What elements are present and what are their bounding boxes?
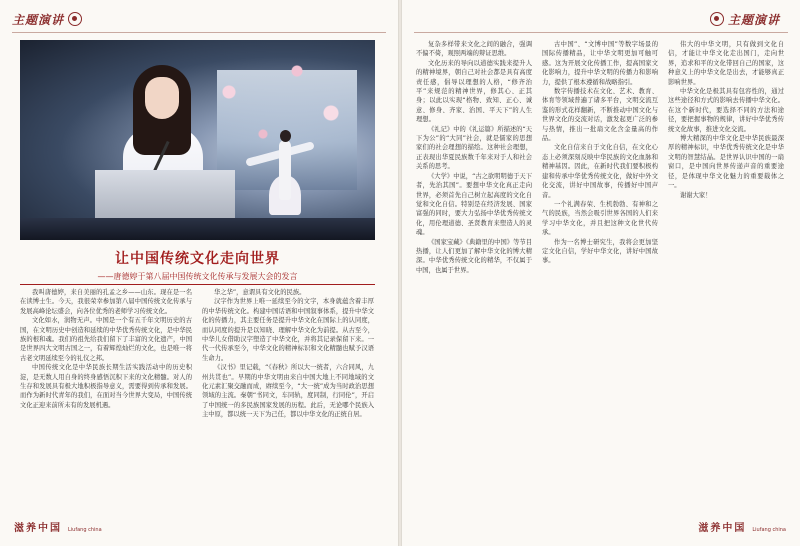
paragraph: 文化如水，润物无声。中国是一个有五千年文明历史的古国，在文明历史中创造和延续的中华优秀传统文化，是中华民族的根和魂。我们的祖先给我们留下了丰富的文化遗产，中国是世界四大文明古国之一，有着辉煌灿烂的文化，也是唯一将古老文明延续至今的礼仪之邦。 (20, 317, 192, 362)
article-headline (20, 248, 375, 282)
header-divider (12, 32, 386, 33)
section-title: 主题演讲 (727, 12, 780, 27)
paragraph: 古中国”、“文博中国”等数字场景的国际传播精品，让中华文明更加可触可感。这为开展文化传播工作，提高国家文化影响力，提升中华文明的传播力和影响力，提供了根本遵循和战略指引。 (542, 41, 658, 86)
paragraph: 汉字作为世界上唯一延续至今的文字，本身就蕴含着丰厚的中华传统文化。构建中国话语和中国叙事体系，提升中华文化的传播力，其主要任务是提升中华文化在国际上的认同度，而认同度的提升是以知晓、理解中华文化为前提。从古至今，中华儿女借助汉字塑造了中华文化，并将其记录保留下来。一代一代传承至今，中华文化的精神标识和文化精髓也赋予汉语生命力。 (202, 298, 374, 362)
paragraph: 谢谢大家！ (680, 191, 712, 199)
paragraph: 数字传播技术在文化、艺术、教育、体育等领域普遍了诸多平台，文明交流互鉴的形式花样翻新，不断推动中国文化与世界文化的交流对话，激发起更广泛的参与热情，推出一批扇文化含金量高的作品。 (542, 88, 658, 143)
magazine-name-en: Liufang china (68, 527, 102, 533)
headline-divider (20, 284, 375, 285)
right-body-text (416, 40, 786, 516)
paragraph: 文化自信来自于文化自信，在文化心态上必须深刻反映中华民族的文化血脉和精神基因。因此，在新时代我们要积极构建和传承中华优秀传统文化，做好中外文化交流，讲好中国故事，传播好中国声音。 (542, 144, 658, 199)
paragraph: 《礼记》中的《礼运篇》所描述的“天下为公”的“大同”社会，就是儒家的思想家们的社会理想的描绘。这种社会理想，正表现出华夏民族数千年来对于人和社会关系的思考。 (416, 125, 532, 171)
right-header (706, 8, 780, 30)
paragraph: 一个礼满春荣、生机勃勃、有神和之气的民族，当然会吸引世界各国的人们来学习中华文化，并且把这种文化世代传承。 (542, 200, 658, 237)
paragraph: 《汉书》里记载，“《春秋》所以大一统者，六合同风，九州共贯也”。早期的中华文明由来自中国大地上不同地域的文化元素汇聚交融而成，赓续至今，“大一统”成为当时政治思想领域的主流。秦朝“书同文，车同轨，度同制，行同伦”，开启了中国统一的多民族国家发展的历程。此后，无论哪个民族入主中原，都以统一天下为己任，都以中华文化的正统自居。 (202, 364, 374, 419)
paragraph: 作为一名博士研究生，我将会更加坚定文化自信，学好中华文化，讲好中国故事。 (542, 238, 658, 265)
paragraph: 中华文化是极其具有包容性的，通过这些途径和方式的影响去传播中华文化。在这个新时代，要选择不同的方法和途径，要把握事物的规律，讲好中华优秀传统文化故事，推进文化交流。 (668, 88, 784, 133)
header-divider (414, 32, 788, 33)
paragraph: 《国家宝藏》《典籍里的中国》等节目热播，让人们更加了解中华文化的博大精深。中华优秀传统文化的精华，不仅属于中国，也属于世界。 (416, 238, 532, 274)
right-page (402, 0, 800, 546)
left-footer (14, 519, 102, 534)
text-column-3 (416, 40, 532, 516)
text-column-2 (202, 288, 374, 504)
left-body-text (20, 288, 375, 504)
paragraph: 文化历来的导向以道德实践来提升人的精神境界，朝自己对社会都是具有高度责任感，倡导以理想的人格，“修齐治平”来规范的精神世界，修其心、正其身；以此以实现“格物、致知、正心、诚意、修身、齐家、治国、平天下”的人生理想。 (416, 59, 532, 124)
ornament-icon (68, 12, 82, 26)
section-title: 主题演讲 (12, 12, 65, 27)
speaker-photo (20, 40, 375, 240)
paragraph: 中国传统文化是中华民族长期生活实践活动中的历史积淀，是无数人用自身的终身感悟沉积下来的文化精髓。对人的生存和发展具有极大地积极指导意义，需要得到传承和发展。而作为新时代青年的我们，在面对当今世界大变局，中国传统文化正迎来前所未有的发展机遇。 (20, 364, 192, 409)
paragraph: 博大精深的中华文化是中华民族最深厚的精神标识，中华优秀传统文化是中华文明的智慧结晶。是世界认识中国的一扇窗口，是中国向世界传递声音的重要途径，是体现中华文化魅力的重要载体之一。 (668, 135, 784, 190)
article-title: 让中国传统文化走向世界 (115, 251, 280, 267)
ornament-icon (710, 12, 724, 26)
left-header (12, 8, 86, 30)
magazine-name: 滋养中国 (14, 523, 62, 534)
paragraph: 华之华”，意谓具有文化的民族。 (214, 289, 306, 296)
left-page (0, 0, 398, 546)
text-column-1 (20, 288, 192, 504)
right-footer (698, 519, 786, 534)
paragraph: 《大学》中说，“古之欲明明德于天下者，先治其国”。要想中华文化真正走向世界，必须首先自己树立起高度的文化自觉和文化自信。特别是在经济发展、国家富强的同时，要大力弘扬中华优秀传统文化，用伦理道德、圣贤教育来塑造人的灵魂。 (416, 172, 532, 237)
paragraph: 伟大的中华文明，只有做到文化自信，才能让中华文化走出国门，走向世界，追求和平的文化带回自己的国家，这种意义上的中华文化是出去，才能够真正影响世界。 (668, 41, 784, 86)
dancer-figure (265, 130, 305, 220)
paragraph: 复杂多样带来文化之间的融合，强调不偏不倚，观照两端的辩证思维。 (416, 41, 532, 58)
text-column-4 (542, 40, 658, 516)
text-column-5 (668, 40, 784, 516)
paragraph: 我叫唐德婷，来自美丽的孔孟之乡——山东。现在是一名在读博士生。今天，我很荣幸参加第八届中国传统文化传承与发展高峰论坛盛会，向各位优秀的老师学习传统文化。 (20, 289, 192, 315)
magazine-name: 滋养中国 (698, 523, 747, 534)
magazine-name-en: Liufang china (752, 527, 786, 533)
article-subtitle: ——唐德婷于第八届中国传统文化传承与发展大会的发言 (97, 272, 298, 281)
